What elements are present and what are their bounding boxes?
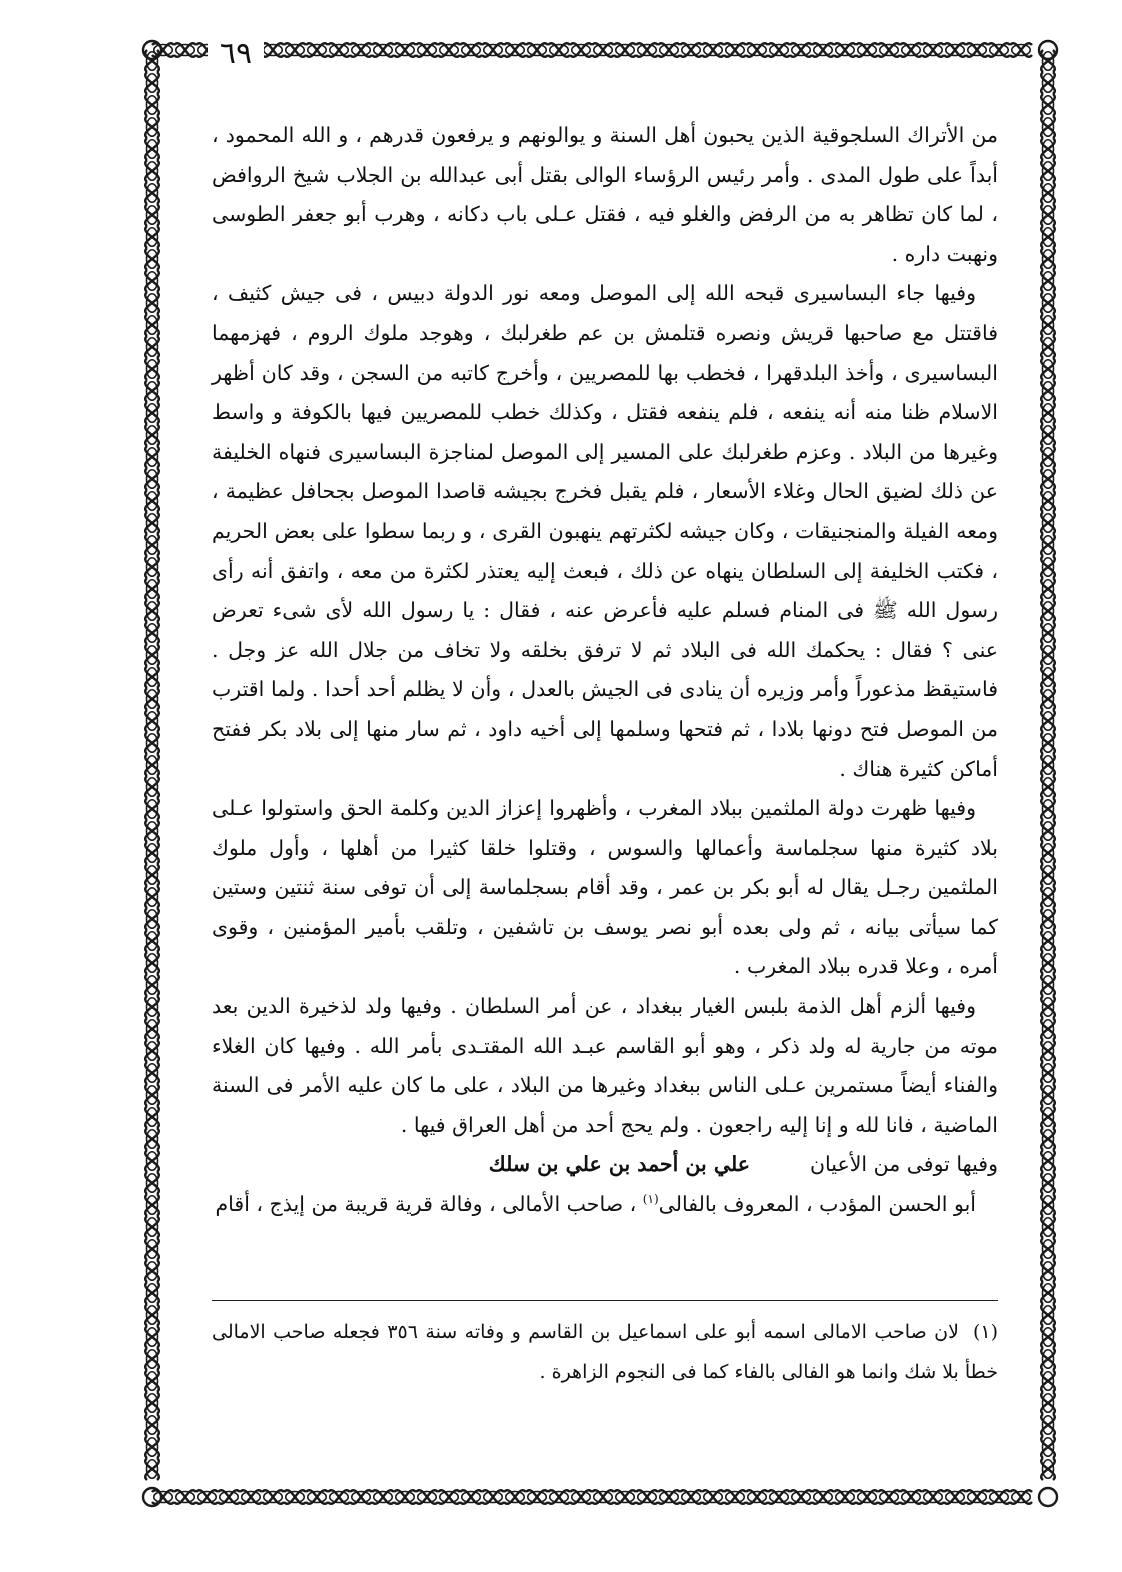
footnote-divider [212, 1300, 998, 1301]
footnote-reference[interactable]: (١) [642, 1192, 659, 1207]
border-corner-knot [1039, 1488, 1057, 1506]
death-entry-heading [212, 1145, 998, 1185]
death-entry-bio [212, 1185, 998, 1225]
page-number: ٦٩ [208, 34, 264, 74]
border-strand [152, 1490, 1032, 1504]
paragraph-3: وفيها ظهرت دولة الملثمين ببلاد المغرب ، وأظهروا إعزاز الدين وكلمة الحق واستولوا عـلى بلاد كثيرة منها سجلماسة وأعمالها والسوس ، وقتلوا خلقا كثيرا من أهلها ، وأول ملوك الملثمين رجـل يقال له أبو بكر بن عمر ، وقد أقام بسجلماسة إلى أن توفى سنة ثنتين وستين كما سيأتى بيانه ، ثم ولى بعده أبو نصر يوسف بن تاشفين ، وتلقب بأمير المؤمنين ، وقوى أمره ، وعلا قدره ببلاد المغرب . [212, 796, 998, 979]
footnotes [212, 1312, 998, 1392]
main-text [212, 116, 998, 1225]
border-strand [152, 43, 1032, 57]
death-entry-intro: وفيها توفى من الأعيان [809, 1152, 998, 1177]
border-strand [152, 1490, 1032, 1504]
footnote-mark: (١) [972, 1321, 999, 1343]
paragraph-2: وفيها جاء البساسيرى قبحه الله إلى الموصل ومعه نور الدولة دبيس ، فى جيش كثيف ، فاقتتل مع صاحبها قريش ونصره قتلمش بن عم طغرلبك ، وهوجد ملوك الروم ، فهزمهما البساسيرى ، وأخذ البلدقهرا ، فخطب بها للمصريين ، وأخرج كاتبه من السجن ، وقد كان أظهر الاسلام ظنا منه أنه ينفعه ، فلم ينفعه فقتل ، وكذلك خطب للمصريين فيها بالكوفة و واسط وغيرها من البلاد . وعزم طغرلبك على المسير إلى الموصل لمناجزة البساسيرى فنهاه الخليفة عن ذلك لضيق الحال وغلاء الأسعار ، فلم يقبل فخرج بجيشه قاصدا الموصل بجحافل عظيمة ، ومعه الفيلة والمنجنيقات ، وكان جيشه لكثرتهم ينهبون القرى ، و ربما سطوا على بعض الحريم ، فكتب الخليفة إلى السلطان ينهاه عن ذلك ، فبعث إليه يعتذر لكثرة من معه ، واتفق أنه رأى رسول الله ﷺ فى المنام فسلم عليه فأعرض عنه ، فقال : يا رسول الله لأى شىء تعرض عنى ؟ فقال : يحكمك الله فى البلاد ثم لا ترفق بخلقه ولا تخاف من جلال الله عز وجل . فاستيقظ مذعوراً وأمر وزيره أن ينادى فى الجيش بالعدل ، وأن لا يظلم أحد أحدا . ولما اقترب من الموصل فتح دونها بلادا ، ثم فتحها وسلمها إلى أخيه داود ، ثم سار منها إلى بلاد بكر ففتح أماكن كثيرة هناك . [212, 281, 998, 781]
death-entry-name: علي بن أحمد بن علي بن سلك [488, 1152, 750, 1177]
death-entry-bio-start: أبو الحسن المؤدب ، المعروف بالفالى [658, 1192, 976, 1217]
paragraph-4: وفيها ألزم أهل الذمة بلبس الغيار ببغداد ، عن أمر السلطان . وفيها ولد لذخيرة الدين بعد موته من جارية له ولد ذكر ، وهو أبو القاسم عبـد الله المقتـدى بأمر الله . وفيها كان الغلاء والفناء أيضاً مستمرين عـلى الناس ببغداد وغيرها من البلاد ، على ما كان عليه الأمر فى السنة الماضية ، فانا لله و إنا إليه راجعون . ولم يحج أحد من أهل العراق فيها . [212, 994, 998, 1137]
death-entry-bio-end: ، صاحب الأمالى ، وفالة قرية قريبة من إيذج ، أقام [215, 1192, 637, 1217]
paragraph-1: من الأتراك السلجوقية الذين يحبون أهل السنة و يوالونهم و يرفعون قدرهم ، و الله المحمود ، أبداً على طول المدى . وأمر رئيس الرؤساء الوالى بقتل أبى عبدالله بن الجلاب شيخ الروافض ، لما كان تظاهر به من الرفض والغلو فيه ، فقتل عـلى باب دكانه ، وهرب أبو جعفر الطوسى ونهبت داره . [212, 123, 998, 266]
border-strand [152, 43, 1032, 57]
footnote-text: لان صاحب الامالى اسمه أبو على اسماعيل بن القاسم و وفاته سنة ٣٥٦ فجعله صاحب الامالى خطأ بلا شك وانما هو الفالى بالفاء كما فى النجوم الزاهرة . [212, 1321, 998, 1383]
footnote-1 [212, 1312, 998, 1392]
